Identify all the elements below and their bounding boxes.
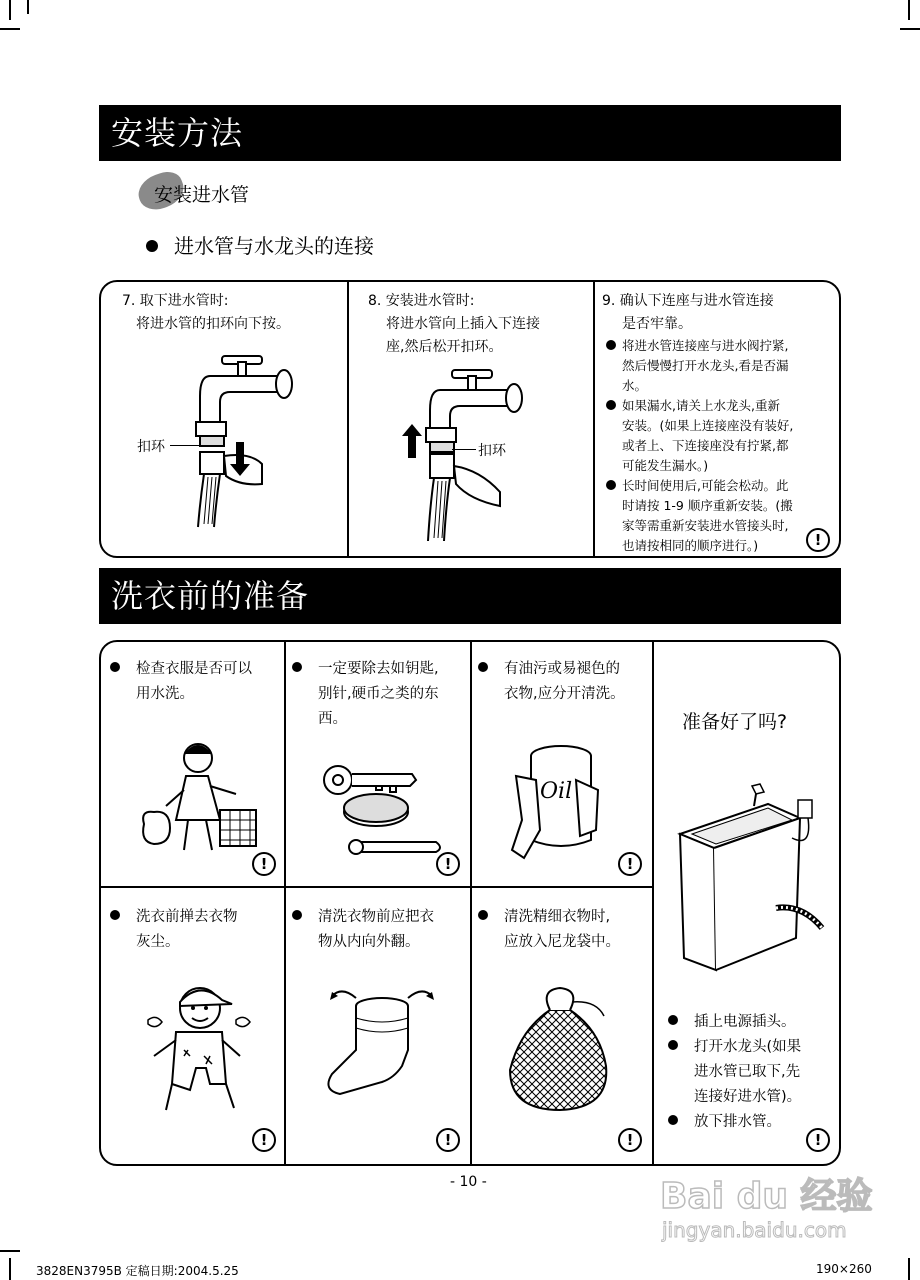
paper-size: 190×260 bbox=[816, 1262, 872, 1276]
section-title-install: 安装方法 bbox=[99, 105, 841, 161]
step-8-title: 8. 安装进水管时: bbox=[368, 293, 475, 309]
bullet-dot-icon bbox=[606, 400, 616, 410]
bullet-dot-icon bbox=[110, 662, 120, 672]
warning-icon: ! bbox=[436, 1128, 460, 1152]
document-code: 3828EN3795B 定稿日期:2004.5.25 bbox=[36, 1264, 239, 1278]
girl-laundry-illustration bbox=[140, 740, 265, 860]
divider bbox=[652, 641, 654, 1165]
nylon-bag-illustration bbox=[500, 980, 620, 1120]
divider bbox=[347, 281, 349, 557]
step-9-title-2: 是否牢靠。 bbox=[622, 316, 692, 332]
step-8-desc-1: 将进水管向上插入下连接 bbox=[386, 316, 540, 332]
subtitle bbox=[138, 172, 338, 212]
crop-mark bbox=[9, 1258, 11, 1280]
bullet-heading bbox=[146, 230, 374, 259]
bullet-dot-icon bbox=[606, 340, 616, 350]
faucet-install-illustration bbox=[400, 366, 530, 546]
step-8 bbox=[368, 290, 540, 359]
crop-mark bbox=[900, 28, 920, 30]
dusty-clothes-illustration bbox=[140, 980, 260, 1120]
tip-nylon-bag: 清洗精细衣物时, 应放入尼龙袋中。 bbox=[478, 905, 620, 955]
divider bbox=[470, 641, 472, 1165]
warning-icon: ! bbox=[252, 852, 276, 876]
divider bbox=[284, 641, 286, 1165]
warning-icon: ! bbox=[806, 528, 830, 552]
bullet-dot-icon bbox=[292, 910, 302, 920]
tip-separate-stained: 有油污或易褪色的 衣物,应分开清洗。 bbox=[478, 657, 625, 707]
page-number: - 10 - bbox=[450, 1174, 487, 1190]
warning-icon: ! bbox=[436, 852, 460, 876]
divider bbox=[100, 886, 653, 888]
step-7 bbox=[122, 290, 290, 336]
bullet-dot-icon bbox=[668, 1115, 678, 1125]
ready-question: 准备好了吗? bbox=[682, 711, 788, 733]
step-9-bullets bbox=[622, 336, 834, 556]
subtitle-text: 安装进水管 bbox=[154, 184, 250, 206]
step-8-desc-2: 座,然后松开扣环。 bbox=[386, 339, 503, 355]
bullet-heading-text: 进水管与水龙头的连接 bbox=[174, 234, 374, 258]
warning-icon: ! bbox=[618, 852, 642, 876]
ready-checklist: 插上电源插头。 打开水龙头(如果 进水管已取下,先 连接好进水管)。 放下排水管。 bbox=[668, 1010, 801, 1135]
bullet-dot-icon bbox=[292, 662, 302, 672]
crop-mark bbox=[0, 1250, 20, 1252]
ring-label-7: 扣环 bbox=[137, 439, 165, 455]
bullet-dot-icon bbox=[668, 1040, 678, 1050]
step-9-bullet-1: 将进水管连接座与进水阀拧紧, 然后慢慢打开水龙头,看是否漏 水。 bbox=[622, 336, 834, 396]
warning-icon: ! bbox=[252, 1128, 276, 1152]
step-9-title-1: 9. 确认下连座与进水管连接 bbox=[602, 293, 774, 309]
bullet-dot-icon bbox=[478, 662, 488, 672]
step-9 bbox=[602, 290, 774, 336]
oil-label: Oil bbox=[540, 779, 573, 804]
divider bbox=[593, 281, 595, 557]
oil-can-illustration bbox=[506, 740, 606, 865]
washing-machine-illustration bbox=[672, 778, 832, 978]
tip-shake-dust: 洗衣前掸去衣物 灰尘。 bbox=[110, 905, 238, 955]
section-title-prepare: 洗衣前的准备 bbox=[99, 568, 841, 624]
warning-icon: ! bbox=[618, 1128, 642, 1152]
faucet-remove-illustration bbox=[170, 352, 300, 532]
key-coin-pin-illustration bbox=[316, 760, 446, 860]
bullet-dot-icon bbox=[478, 910, 488, 920]
step-7-desc: 将进水管的扣环向下按。 bbox=[136, 316, 290, 332]
watermark-logo: Bai du 经验 bbox=[660, 1176, 873, 1217]
step-9-bullet-3: 长时间使用后,可能会松动。此 时请按 1-9 顺序重新安装。(搬 家等需重新安装进水管接头时, 也请按相同的顺序进行。) bbox=[622, 476, 834, 556]
step-7-title: 7. 取下进水管时: bbox=[122, 293, 229, 309]
crop-mark bbox=[908, 0, 910, 20]
ring-label-8: 扣环 bbox=[478, 443, 506, 459]
bullet-dot-icon bbox=[146, 240, 158, 252]
crop-mark bbox=[27, 0, 29, 14]
warning-icon: ! bbox=[806, 1128, 830, 1152]
tip-remove-objects: 一定要除去如钥匙, 别针,硬币之类的东 西。 bbox=[292, 657, 439, 732]
bullet-dot-icon bbox=[668, 1015, 678, 1025]
step-9-bullet-2: 如果漏水,请关上水龙头,重新 安装。(如果上连接座没有装好, 或者上、下连接座没有拧紧,都 可能发生漏水。) bbox=[622, 396, 834, 476]
crop-mark bbox=[908, 1258, 910, 1280]
tip-check-washable: 检查衣服是否可以 用水洗。 bbox=[110, 657, 252, 707]
watermark-url: jingyan.baidu.com bbox=[662, 1218, 847, 1242]
leader-line bbox=[170, 445, 202, 446]
bullet-dot-icon bbox=[110, 910, 120, 920]
bullet-dot-icon bbox=[606, 480, 616, 490]
sock-illustration bbox=[322, 978, 442, 1108]
crop-mark bbox=[9, 0, 11, 20]
crop-mark bbox=[0, 28, 20, 30]
leader-line bbox=[452, 449, 476, 450]
tip-turn-inside-out: 清洗衣物前应把衣 物从内向外翻。 bbox=[292, 905, 434, 955]
